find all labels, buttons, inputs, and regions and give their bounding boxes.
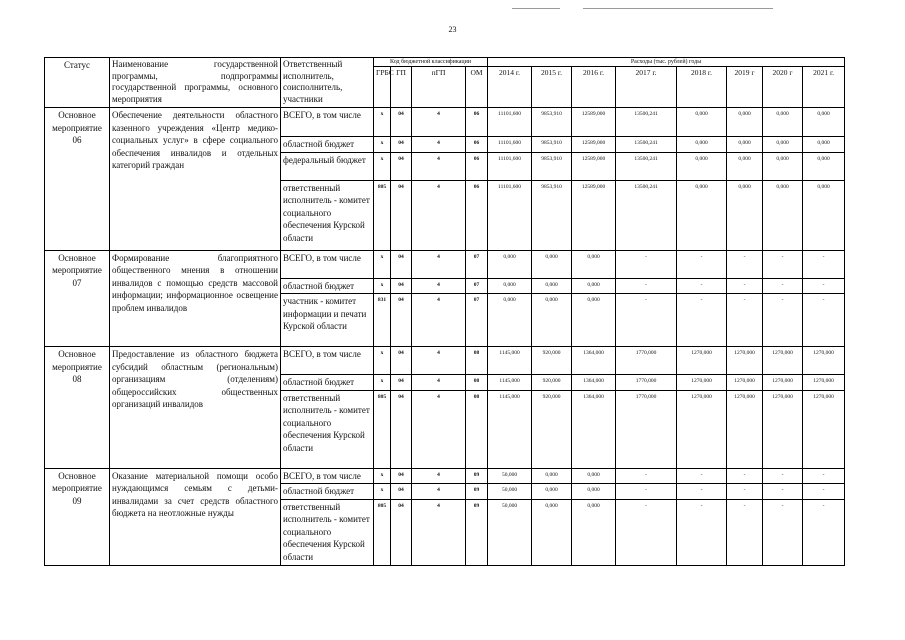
row-value-cell: 13500,241 xyxy=(616,180,677,250)
row-code-cell: 08 xyxy=(466,375,488,391)
table-row xyxy=(45,250,845,278)
section-status: Основное мероприятие 09 xyxy=(45,468,110,565)
top-rule-short xyxy=(512,8,560,9)
row-value-cell: 11101,600 xyxy=(488,108,532,137)
row-responsible: федеральный бюджет xyxy=(281,152,374,180)
row-value-cell: 1270,000 xyxy=(727,347,763,375)
row-value-cell: 0,000 xyxy=(532,468,572,484)
row-code-cell: x xyxy=(374,375,391,391)
header-year-col: 2021 г. xyxy=(803,67,845,108)
row-value-cell: - xyxy=(727,468,763,484)
row-code-cell: 04 xyxy=(391,278,412,294)
row-code-cell: 04 xyxy=(391,294,412,347)
row-value-cell: 0,000 xyxy=(763,152,803,180)
header-responsible: Ответственный исполнитель, соисполнитель, участники xyxy=(281,58,374,108)
row-value-cell: - xyxy=(803,484,845,500)
row-code-cell: x xyxy=(374,347,391,375)
row-code-cell: 831 xyxy=(374,294,391,347)
section-status: Основное мероприятие 07 xyxy=(45,250,110,347)
row-code-cell: 4 xyxy=(412,278,466,294)
row-value-cell: 0,000 xyxy=(677,152,727,180)
row-responsible: областной бюджет xyxy=(281,278,374,294)
row-code-cell: 4 xyxy=(412,499,466,565)
header-year-col: 2014 г. xyxy=(488,67,532,108)
row-code-cell: 07 xyxy=(466,250,488,278)
row-value-cell: 9853,910 xyxy=(532,180,572,250)
row-code-cell: 04 xyxy=(391,468,412,484)
header-year-col: 2016 г. xyxy=(572,67,616,108)
row-value-cell: 0,000 xyxy=(488,250,532,278)
row-value-cell: 9853,910 xyxy=(532,152,572,180)
row-code-cell: 04 xyxy=(391,108,412,137)
row-code-cell: 06 xyxy=(466,137,488,153)
row-value-cell: - xyxy=(616,468,677,484)
row-code-cell: 805 xyxy=(374,180,391,250)
row-value-cell: 11101,600 xyxy=(488,152,532,180)
header-budget-code-group: Код бюджетной классификации xyxy=(374,58,488,67)
row-value-cell: 920,000 xyxy=(532,375,572,391)
row-value-cell: 1770,000 xyxy=(616,347,677,375)
row-value-cell: 1364,000 xyxy=(572,347,616,375)
row-code-cell: 4 xyxy=(412,468,466,484)
row-value-cell: 0,000 xyxy=(677,108,727,137)
row-value-cell: 13500,241 xyxy=(616,152,677,180)
row-value-cell: 1364,000 xyxy=(572,375,616,391)
row-value-cell: 50,000 xyxy=(488,468,532,484)
row-value-cell: 1145,000 xyxy=(488,347,532,375)
row-value-cell: 11101,600 xyxy=(488,137,532,153)
row-value-cell: 0,000 xyxy=(488,294,532,347)
row-value-cell: - xyxy=(803,278,845,294)
row-responsible: ВСЕГО, в том числе xyxy=(281,108,374,137)
row-code-cell: 06 xyxy=(466,180,488,250)
row-value-cell: 1364,000 xyxy=(572,390,616,468)
row-value-cell: 0,000 xyxy=(532,484,572,500)
row-value-cell: - xyxy=(803,250,845,278)
row-value-cell: - xyxy=(677,499,727,565)
row-code-cell: 04 xyxy=(391,250,412,278)
row-code-cell: x xyxy=(374,484,391,500)
row-value-cell: 0,000 xyxy=(803,108,845,137)
header-year-col: 2015 г. xyxy=(532,67,572,108)
row-value-cell: 1270,000 xyxy=(763,375,803,391)
table-row xyxy=(45,468,845,484)
section-name: Обеспечение деятельности областного казенного учреждения «Центр медико-социальных услуг» в сфере социального обеспечения инвалидов и отдельных категорий граждан xyxy=(110,108,281,251)
row-code-cell: 07 xyxy=(466,294,488,347)
row-responsible: участник - комитет информации и печати Курской области xyxy=(281,294,374,347)
row-value-cell: - xyxy=(803,499,845,565)
row-value-cell: - xyxy=(763,278,803,294)
row-code-cell: 4 xyxy=(412,484,466,500)
row-value-cell: 920,000 xyxy=(532,390,572,468)
header-year-col: 2017 г. xyxy=(616,67,677,108)
row-responsible: ответственный исполнитель - комитет социального обеспечения Курской области xyxy=(281,499,374,565)
header-code-col: ОМ xyxy=(466,67,488,108)
table-row xyxy=(45,108,845,137)
row-value-cell: 12589,000 xyxy=(572,108,616,137)
row-code-cell: 805 xyxy=(374,499,391,565)
row-code-cell: x xyxy=(374,152,391,180)
row-value-cell: 0,000 xyxy=(532,499,572,565)
row-code-cell: 08 xyxy=(466,390,488,468)
row-value-cell: - xyxy=(763,468,803,484)
row-code-cell: 09 xyxy=(466,484,488,500)
row-value-cell: 0,000 xyxy=(572,278,616,294)
row-code-cell: x xyxy=(374,108,391,137)
row-value-cell: - xyxy=(803,468,845,484)
row-value-cell: 0,000 xyxy=(488,278,532,294)
row-value-cell: 920,000 xyxy=(532,347,572,375)
row-value-cell: - xyxy=(727,278,763,294)
row-code-cell: 4 xyxy=(412,390,466,468)
row-code-cell: 06 xyxy=(466,108,488,137)
row-value-cell: - xyxy=(763,250,803,278)
row-value-cell: 0,000 xyxy=(763,137,803,153)
row-value-cell: 1270,000 xyxy=(803,390,845,468)
row-value-cell: 0,000 xyxy=(803,152,845,180)
row-value-cell: 0,000 xyxy=(572,484,616,500)
row-responsible: ответственный исполнитель - комитет социального обеспечения Курской области xyxy=(281,390,374,468)
row-code-cell: 04 xyxy=(391,375,412,391)
row-value-cell: 0,000 xyxy=(727,108,763,137)
row-code-cell: 04 xyxy=(391,152,412,180)
row-value-cell: - xyxy=(763,294,803,347)
row-value-cell: 1270,000 xyxy=(763,390,803,468)
row-value-cell: 12589,000 xyxy=(572,180,616,250)
budget-table xyxy=(44,57,845,566)
row-value-cell: - xyxy=(616,294,677,347)
row-code-cell: 04 xyxy=(391,484,412,500)
row-value-cell: 0,000 xyxy=(727,180,763,250)
row-value-cell: - xyxy=(677,294,727,347)
row-value-cell: 0,000 xyxy=(532,294,572,347)
row-code-cell: 06 xyxy=(466,152,488,180)
row-value-cell: 13500,241 xyxy=(616,108,677,137)
row-value-cell: - xyxy=(727,250,763,278)
row-value-cell: 1270,000 xyxy=(727,375,763,391)
row-code-cell: x xyxy=(374,137,391,153)
row-code-cell: 04 xyxy=(391,347,412,375)
row-value-cell: 1770,000 xyxy=(616,390,677,468)
row-code-cell: 4 xyxy=(412,152,466,180)
row-value-cell: 12589,000 xyxy=(572,137,616,153)
row-responsible: областной бюджет xyxy=(281,375,374,391)
row-value-cell: 1270,000 xyxy=(677,347,727,375)
header-code-col: пГП xyxy=(412,67,466,108)
row-value-cell: 1270,000 xyxy=(763,347,803,375)
row-value-cell: - xyxy=(677,278,727,294)
section-name: Оказание материальной помощи особо нуждающимся семьям с детьми-инвалидами за счет средств областного бюджета на неотложные нужды xyxy=(110,468,281,565)
header-code-col: ГРБС xyxy=(374,67,391,108)
row-code-cell: 4 xyxy=(412,250,466,278)
row-responsible: областной бюджет xyxy=(281,137,374,153)
row-value-cell: 0,000 xyxy=(803,180,845,250)
row-code-cell: x xyxy=(374,278,391,294)
row-value-cell: - xyxy=(677,468,727,484)
row-value-cell: 0,000 xyxy=(803,137,845,153)
row-value-cell: 0,000 xyxy=(572,294,616,347)
row-code-cell: 08 xyxy=(466,347,488,375)
header-row xyxy=(45,58,845,67)
row-code-cell: 04 xyxy=(391,137,412,153)
header-year-col: 2020 г xyxy=(763,67,803,108)
top-rule-long xyxy=(583,8,773,9)
row-code-cell: 805 xyxy=(374,390,391,468)
row-value-cell: 0,000 xyxy=(572,499,616,565)
row-value-cell: 1270,000 xyxy=(803,347,845,375)
row-value-cell: 0,000 xyxy=(677,137,727,153)
row-responsible: ВСЕГО, в том числе xyxy=(281,250,374,278)
table-row xyxy=(45,347,845,375)
row-value-cell: - xyxy=(727,499,763,565)
row-code-cell: 07 xyxy=(466,278,488,294)
row-value-cell: 0,000 xyxy=(727,152,763,180)
row-value-cell: 12589,000 xyxy=(572,152,616,180)
row-value-cell: 0,000 xyxy=(727,137,763,153)
row-responsible: ВСЕГО, в том числе xyxy=(281,468,374,484)
row-value-cell: - xyxy=(677,250,727,278)
row-value-cell: - xyxy=(763,499,803,565)
row-responsible: ВСЕГО, в том числе xyxy=(281,347,374,375)
row-value-cell: - xyxy=(727,484,763,500)
row-code-cell: 4 xyxy=(412,347,466,375)
section-status: Основное мероприятие 06 xyxy=(45,108,110,251)
row-value-cell: 0,000 xyxy=(763,108,803,137)
row-value-cell: 0,000 xyxy=(572,468,616,484)
row-value-cell: 0,000 xyxy=(572,250,616,278)
row-code-cell: 04 xyxy=(391,499,412,565)
row-value-cell: 0,000 xyxy=(532,278,572,294)
row-value-cell: - xyxy=(616,278,677,294)
row-code-cell: 4 xyxy=(412,180,466,250)
row-value-cell: - xyxy=(616,250,677,278)
row-value-cell: 1770,000 xyxy=(616,375,677,391)
row-code-cell: 4 xyxy=(412,294,466,347)
row-responsible: областной бюджет xyxy=(281,484,374,500)
row-value-cell: - xyxy=(763,484,803,500)
row-value-cell: 9853,910 xyxy=(532,137,572,153)
row-code-cell: 4 xyxy=(412,137,466,153)
row-code-cell: x xyxy=(374,250,391,278)
row-code-cell: 4 xyxy=(412,375,466,391)
row-value-cell: 1145,000 xyxy=(488,390,532,468)
row-value-cell: 11101,600 xyxy=(488,180,532,250)
row-value-cell: 1270,000 xyxy=(677,375,727,391)
row-value-cell: - xyxy=(727,294,763,347)
row-value-cell: 13500,241 xyxy=(616,137,677,153)
section-name: Формирование благоприятного общественного мнения в отношении инвалидов с помощью средств массовой информации; информационное освещение проблем инвалидов xyxy=(110,250,281,347)
header-code-col: ГП xyxy=(391,67,412,108)
header-year-col: 2018 г. xyxy=(677,67,727,108)
row-value-cell: 50,000 xyxy=(488,484,532,500)
row-value-cell: - xyxy=(616,499,677,565)
header-name: Наименование государственной программы, подпрограммы государственной программы, основного мероприятия xyxy=(110,58,281,108)
header-year-col: 2019 г xyxy=(727,67,763,108)
section-status: Основное мероприятие 08 xyxy=(45,347,110,469)
row-value-cell: 50,000 xyxy=(488,499,532,565)
section-name: Предоставление из областного бюджета субсидий областным (региональным) организациям (отделениям) общероссийских общественных организаций инвалидов xyxy=(110,347,281,469)
row-value-cell: 1270,000 xyxy=(677,390,727,468)
row-code-cell: 09 xyxy=(466,499,488,565)
row-value-cell: 0,000 xyxy=(532,250,572,278)
row-code-cell: 04 xyxy=(391,180,412,250)
row-value-cell: 0,000 xyxy=(677,180,727,250)
row-code-cell: 4 xyxy=(412,108,466,137)
header-expenses-group: Расходы (тыс. рублей) годы xyxy=(488,58,845,67)
row-value-cell: - xyxy=(616,484,677,500)
row-value-cell: 9853,910 xyxy=(532,108,572,137)
row-value-cell: - xyxy=(677,484,727,500)
page-number: 23 xyxy=(448,25,457,34)
row-code-cell: 09 xyxy=(466,468,488,484)
row-value-cell: 0,000 xyxy=(763,180,803,250)
header-status: Статус xyxy=(45,58,110,108)
row-value-cell: 1270,000 xyxy=(727,390,763,468)
row-value-cell: 1270,000 xyxy=(803,375,845,391)
row-value-cell: - xyxy=(803,294,845,347)
row-code-cell: 04 xyxy=(391,390,412,468)
row-value-cell: 1145,000 xyxy=(488,375,532,391)
row-responsible: ответственный исполнитель - комитет социального обеспечения Курской области xyxy=(281,180,374,250)
row-code-cell: x xyxy=(374,468,391,484)
